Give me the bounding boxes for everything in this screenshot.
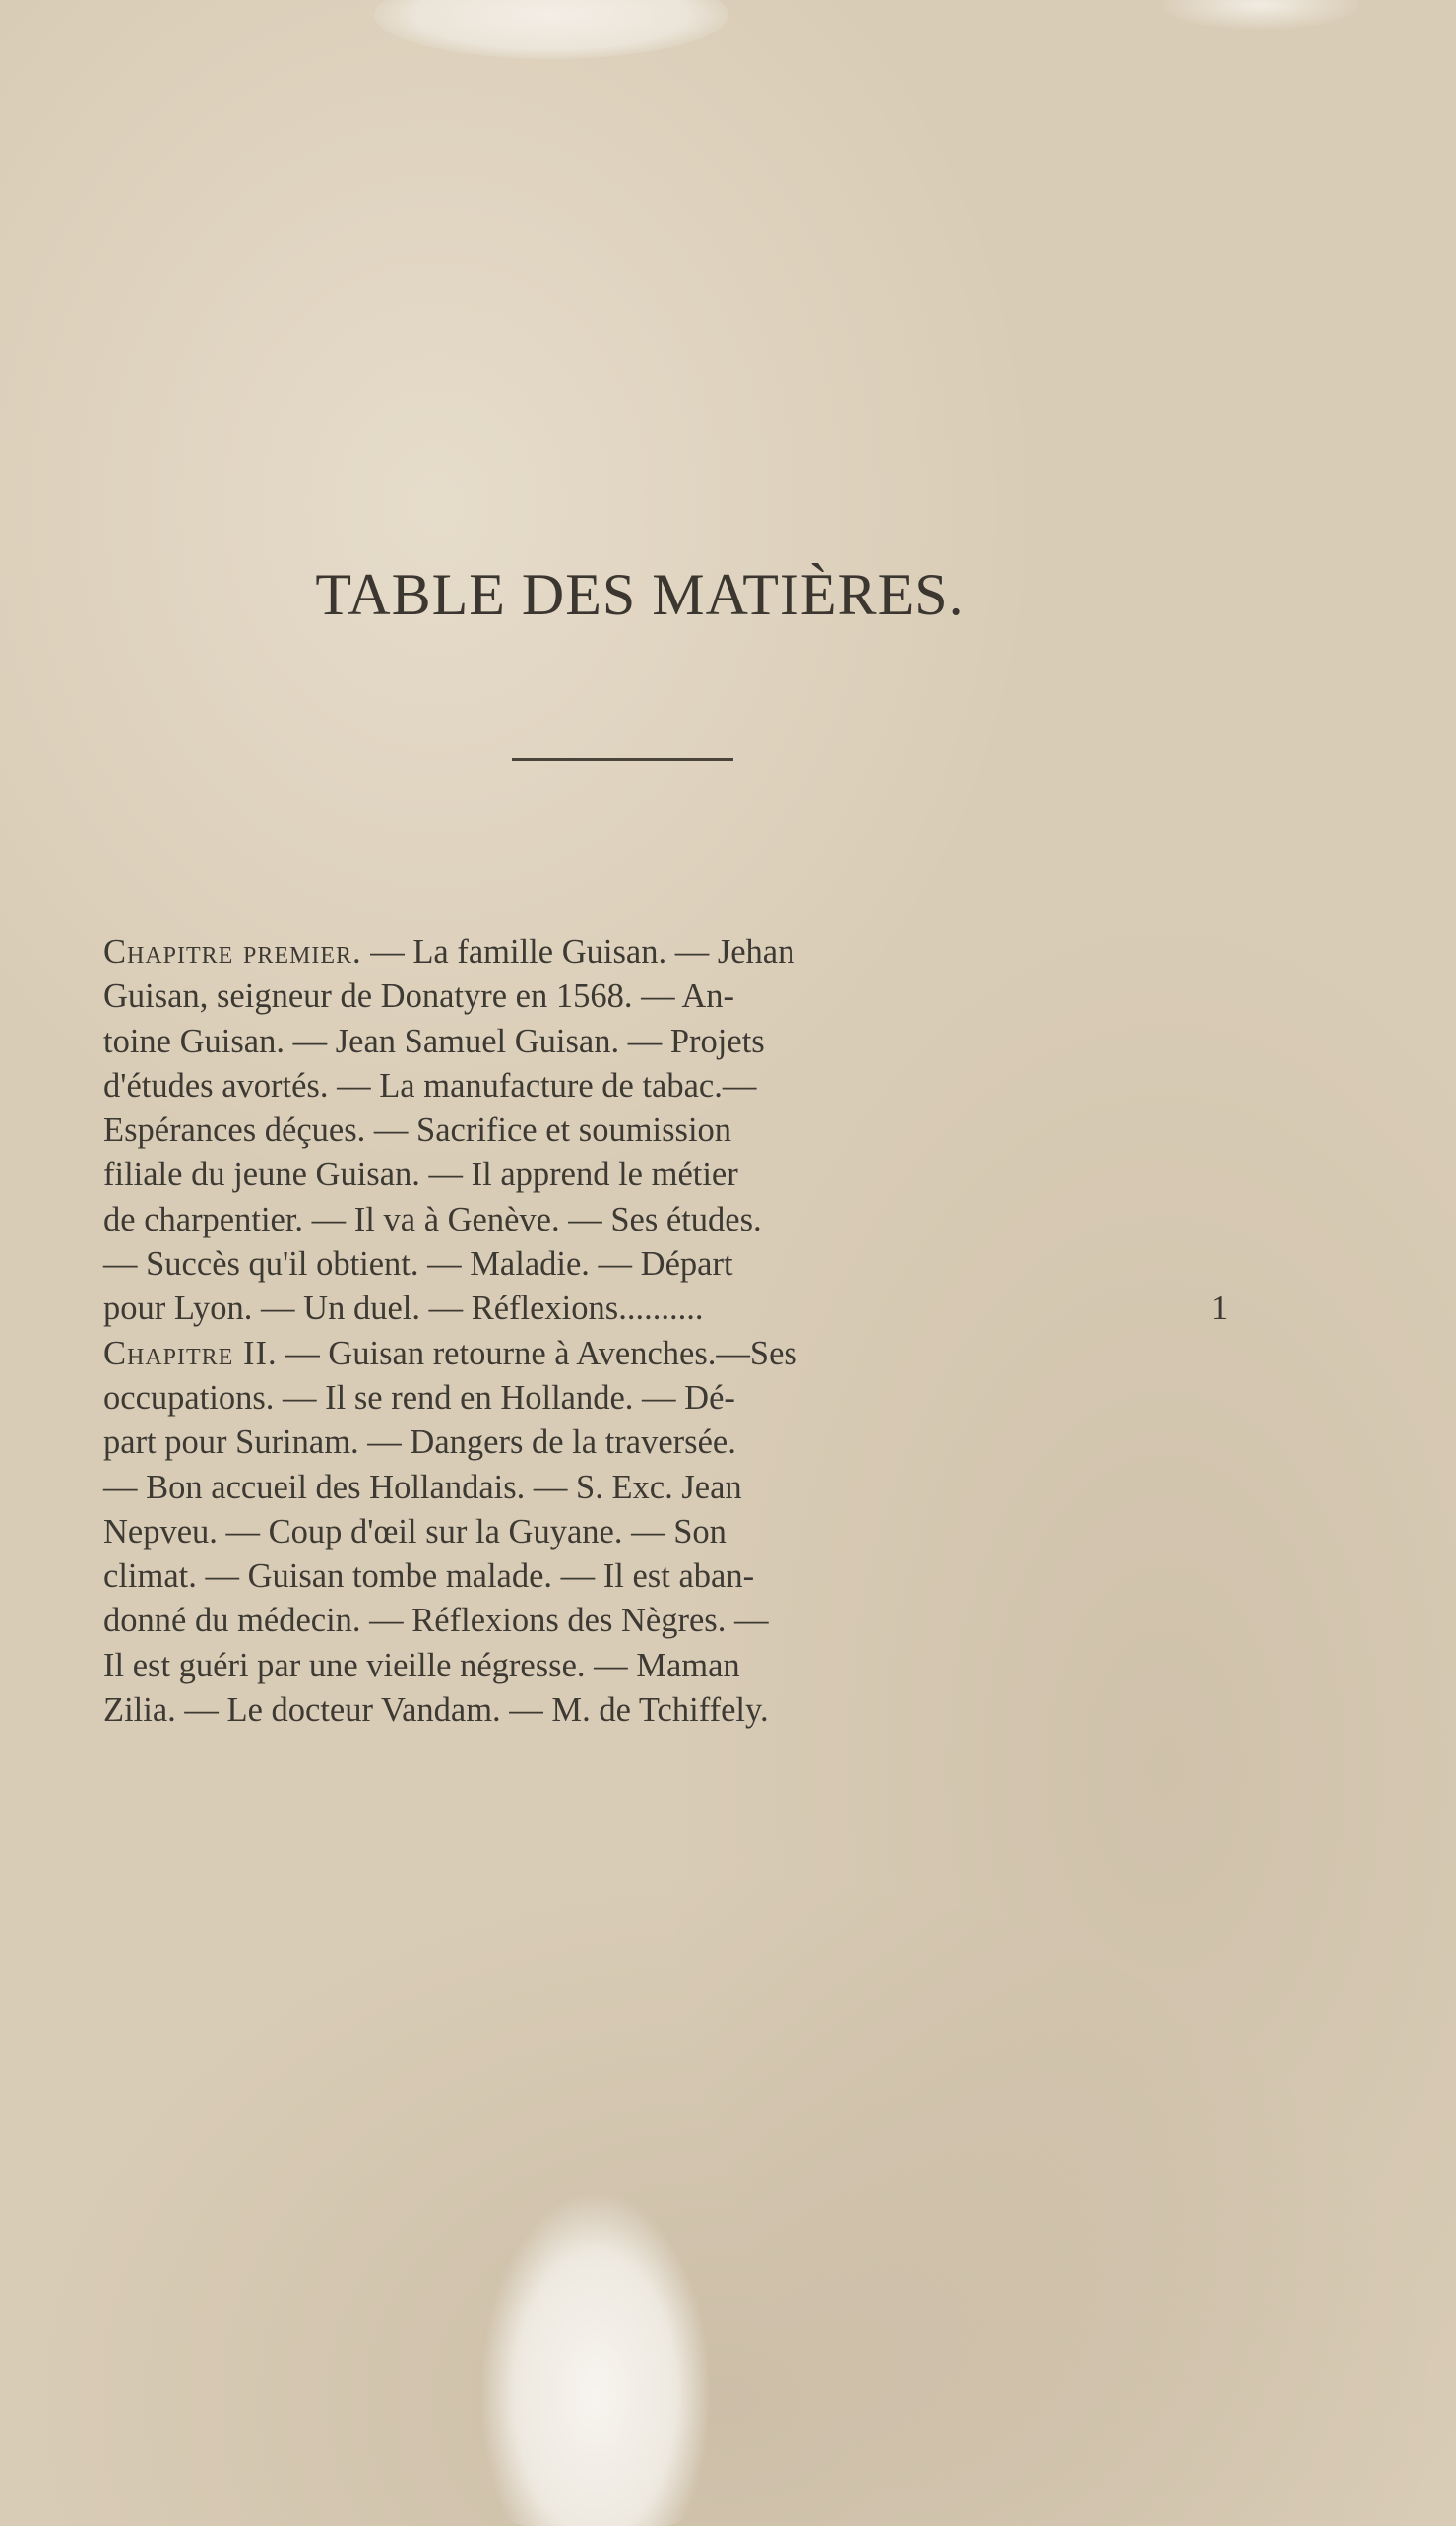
toc-line: Il est guéri par une vieille négresse. — Maman — [103, 1646, 740, 1684]
toc-line: — Succès qu'il obtient. — Maladie. — Départ — [103, 1245, 733, 1284]
toc-entry-chapter-2 — [103, 1332, 1147, 1734]
paper-stain-top-right — [1162, 0, 1359, 30]
toc-entry-chapter-1 — [103, 930, 1229, 1332]
toc-line: climat. — Guisan tombe malade. — Il est aban- — [103, 1557, 755, 1596]
toc-line: filiale du jeune Guisan. — Il apprend le métier — [103, 1156, 738, 1194]
table-of-contents — [103, 930, 1229, 1733]
toc-line: Guisan, seigneur de Donatyre en 1568. — An- — [103, 978, 734, 1016]
toc-line: d'études avortés. — La manufacture de tabac.— — [103, 1066, 757, 1105]
toc-line: Nepveu. — Coup d'œil sur la Guyane. — Son — [103, 1512, 727, 1550]
toc-line: Zilia. — Le docteur Vandam. — M. de Tchiffely. — [103, 1691, 769, 1730]
toc-line: pour Lyon. — Un duel. — Réflexions.......... 1 — [103, 1290, 1229, 1328]
toc-line: de charpentier. — Il va à Genève. — Ses études. — [103, 1200, 762, 1238]
page-title: TABLE DES MATIÈRES. — [315, 562, 965, 627]
toc-line — [103, 1332, 1147, 1376]
toc-line-text: — La famille Guisan. — Jehan — [370, 933, 795, 971]
toc-line: occupations. — Il se rend en Hollande. — Dé- — [103, 1378, 735, 1417]
paper-tear-bottom — [482, 2195, 709, 2526]
toc-line-text: pour Lyon. — Un duel. — Réflexions.......... — [103, 1290, 704, 1328]
toc-line-text: — Guisan retourne à Avenches.—Ses — [285, 1334, 797, 1372]
toc-line: donné du médecin. — Réflexions des Nègres. — — [103, 1602, 769, 1640]
toc-line: Espérances déçues. — Sacrifice et soumission — [103, 1111, 732, 1150]
toc-line — [103, 930, 1147, 975]
toc-line: — Bon accueil des Hollandais. — S. Exc. Jean — [103, 1468, 742, 1506]
toc-line: toine Guisan. — Jean Samuel Guisan. — Projets — [103, 1022, 765, 1060]
chapter-label: Chapitre II. — [103, 1334, 278, 1372]
title-divider — [512, 758, 733, 761]
chapter-label: Chapitre premier. — [103, 933, 362, 971]
paper-stain-top — [374, 0, 728, 59]
toc-line: part pour Surinam. — Dangers de la traversée. — [103, 1423, 736, 1462]
